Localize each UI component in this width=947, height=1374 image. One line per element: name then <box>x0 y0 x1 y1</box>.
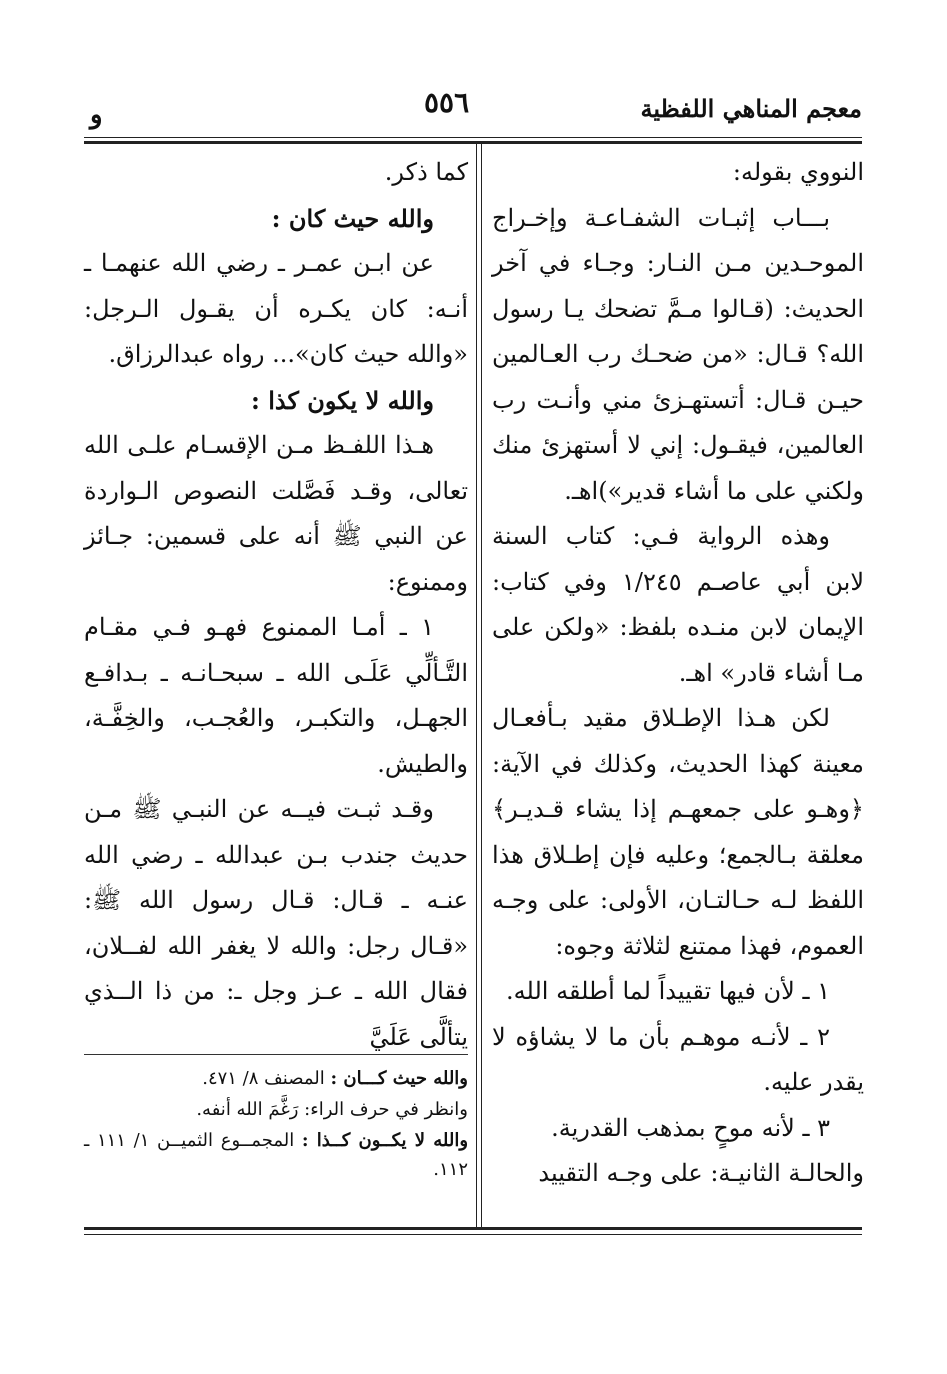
footnote-text: المصنف ٨/ ٤٧١. <box>202 1068 331 1089</box>
footnote-text: المجمــوع الثميــن ١/ ١١١ ـ ١١٢. <box>84 1130 468 1180</box>
footnote <box>84 1064 468 1093</box>
right-column-paragraph: النووي بقوله: <box>732 158 864 186</box>
left-column-heading: والله حيث كان : <box>271 203 434 233</box>
footnote <box>84 1126 468 1184</box>
footer-rule-thin <box>84 1234 862 1235</box>
column-divider <box>476 144 482 1227</box>
section-letter: و <box>90 100 103 130</box>
left-column-heading: والله لا يكون كذا : <box>251 385 434 415</box>
right-column-paragraph: وهذه الرواية فـي: كتاب السنة لابن أبي عاصـم ١/٢٤٥ وفي كتاب: الإيمان لابن منـده بلفظ: «ولكن على مـا أشاء قادر» اهـ. <box>492 522 865 687</box>
right-column-paragraph: لكن هـذا الإطـلاق مقيد بـأفعـال معينة كهذا الحديث، وكذلك في الآية: ﴿وهـو على جمعهـم إذا يشاء قـديـر﴾ معلقة بـالجمع؛ وعليه فإن إطـلاق هذا اللفظ لـه حـالتـان، الأولى: على وجـه العموم، فهذا ممتنع لثلاثة وجوه: <box>492 704 864 960</box>
footnote-label: والله لا يكــون كــذا : <box>301 1130 469 1151</box>
header-rule-thin <box>84 137 862 138</box>
book-title: معجم المناهي اللفظية <box>640 94 862 123</box>
left-column-paragraph: ١ ـ أمـا الممنوع فهـو فـي مقـام التَّـألِّي عَلَـى الله ـ سبحـانـه ـ بـدافـع الجهـل، والتكبـر، والعُجـب، والخِفَّـة، والطيش. <box>84 613 468 778</box>
right-column-paragraph: بـــاب إثبـات الشفـاعـة وإخـراج الموحـدين مـن النـار: وجـاء في آخر الحديث: (قـالوا مـمَّ تضحك يـا رسول الله؟ قـال: «من ضحـك رب العـالمين حيـن قـال: أتستهـزئ مني وأنـت رب العالمين، فيقـول: إني لا أستهزئ منك ولكني على ما أشاء قدير»)اهـ. <box>492 203 864 505</box>
left-column <box>84 150 468 1060</box>
footnote-label: والله حيث كـــان : <box>330 1068 468 1089</box>
left-column-paragraph: عن ابـن عمـر ـ رضي الله عنهمـا ـ أنـه: كان يكـره أن يقـول الـرجل: «والله حيث كان»... رواه عبدالرزاق. <box>84 249 468 368</box>
footnote-separator <box>84 1054 468 1055</box>
right-column-paragraph: والحالـة الثانيـة: على وجـه التقييد <box>538 1159 864 1187</box>
header-rule-thick <box>84 141 862 144</box>
footnote <box>84 1095 468 1124</box>
right-column-paragraph: ٢ ـ لأنـه موهـم بأن ما لا يشاؤه لا يقدر عليه. <box>492 1022 864 1096</box>
right-column-paragraph: ٣ ـ لأنه موحٍ بمذهب القدرية. <box>551 1113 830 1142</box>
footer-rule-thick <box>84 1227 862 1230</box>
left-column-paragraph: كما ذكر. <box>384 158 468 186</box>
page-header <box>84 84 862 134</box>
footnote-text: وانظر في حرف الراء: رَغَّمَ الله أنفه. <box>196 1099 468 1120</box>
right-column-paragraph: ١ ـ لأن فيها تقييداً لما أطلقه الله. <box>506 977 830 1005</box>
left-column-paragraph: وقـد ثبـت فيــه عن النبـي ﷺ مـن حديث جندب بـن عبدالله ـ رضي الله عنـه ـ قـال: قـال رسول الله ﷺ: «قـال رجل: والله لا يغفر الله لفــلان، فقال الله ـ عـز وجل ـ: من ذا الــذي يتألَّى عَلَيَّ <box>84 795 468 1051</box>
left-column-paragraph: هـذا اللفـظ مـن الإقسـام علـى الله تعالى، وقـد فَصَّلت النصوص الـواردة عن النبي ﷺ أنه على قسمين: جـائز وممنوع: <box>84 431 468 596</box>
right-column <box>492 150 864 1197</box>
page-number: ٥٥٦ <box>424 86 470 119</box>
footnotes <box>84 1064 468 1186</box>
